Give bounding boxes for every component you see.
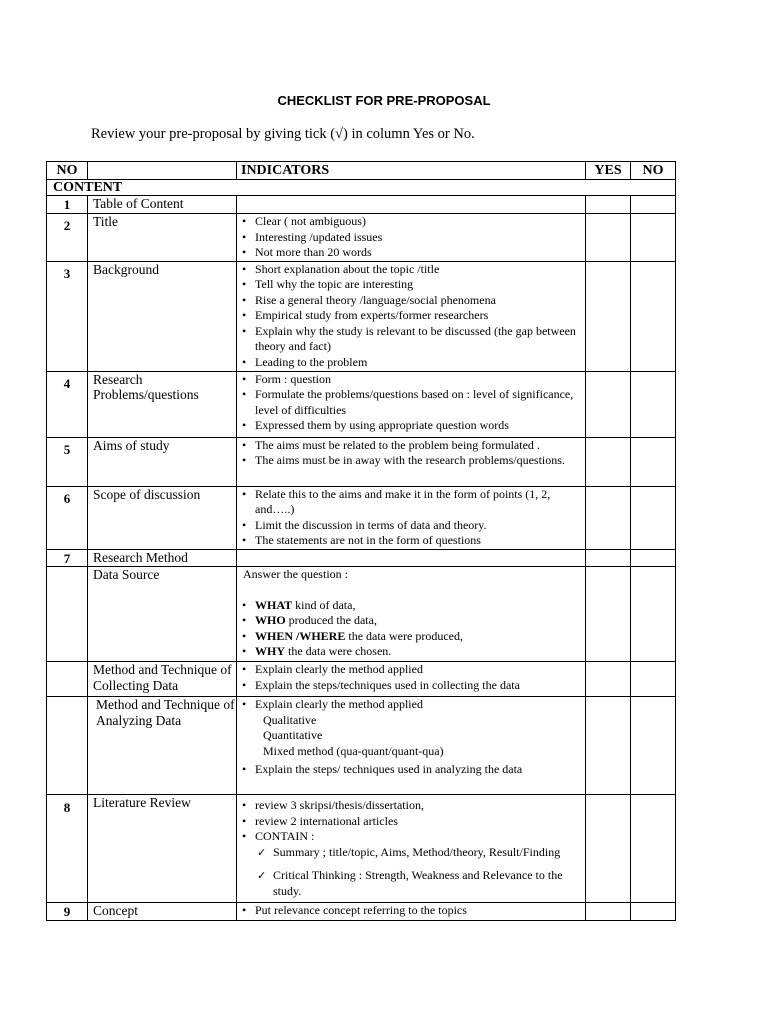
table-row (47, 567, 676, 662)
row-number: 6 (47, 486, 88, 549)
row-indicators (237, 437, 586, 486)
no-cell[interactable] (631, 371, 676, 437)
instruction-text: Review your pre-proposal by giving tick (√) in column Yes or No. (91, 126, 475, 142)
no-cell[interactable] (631, 795, 676, 903)
list-item: • review 3 skripsi/thesis/dissertation, (239, 798, 585, 814)
list-item: • Tell why the topic are interesting (239, 277, 585, 293)
list-item: • Empirical study from experts/former researchers (239, 308, 585, 324)
row-number: 7 (47, 549, 88, 567)
list-item: • Relate this to the aims and make it in the form of points (1, 2, and…..) (239, 487, 585, 518)
yes-cell[interactable] (586, 662, 631, 697)
no-cell[interactable] (631, 261, 676, 371)
row-indicators (237, 903, 586, 921)
row-number (47, 662, 88, 697)
table-row (47, 795, 676, 903)
header-yes: YES (586, 162, 631, 180)
table-row (47, 697, 676, 795)
row-indicators (237, 261, 586, 371)
list-item: • The aims must be in away with the research problems/questions. (239, 453, 585, 469)
sub-item: Quantitative (263, 728, 323, 742)
row-label: Table of Content (88, 196, 237, 214)
list-item: • Explain clearly the method applied (239, 662, 585, 678)
yes-cell[interactable] (586, 697, 631, 795)
yes-cell[interactable] (586, 214, 631, 262)
yes-cell[interactable] (586, 437, 631, 486)
row-number: 9 (47, 903, 88, 921)
header-blank (88, 162, 237, 180)
checklist-item: ✓ Critical Thinking : Strength, Weakness and Relevance to the study. (239, 868, 585, 899)
yes-cell[interactable] (586, 795, 631, 903)
row-label: Method and Technique of Analyzing Data (88, 697, 237, 795)
no-cell[interactable] (631, 549, 676, 567)
list-item: • Explain the steps/techniques used in collecting the data (239, 678, 585, 694)
table-row (47, 437, 676, 486)
list-item: • Explain clearly the method applied (239, 697, 585, 713)
row-number: 1 (47, 196, 88, 214)
row-label: Title (88, 214, 237, 262)
row-number: 2 (47, 214, 88, 262)
list-item: • Clear ( not ambiguous) (239, 214, 585, 230)
yes-cell[interactable] (586, 903, 631, 921)
list-item: • Expressed them by using appropriate question words (239, 418, 585, 434)
list-item: • WHEN /WHERE the data were produced, (239, 629, 585, 645)
row-number: 4 (47, 371, 88, 437)
no-cell[interactable] (631, 437, 676, 486)
list-item: • Rise a general theory /language/social phenomena (239, 293, 585, 309)
yes-cell[interactable] (586, 371, 631, 437)
list-item: • WHAT kind of data, (239, 598, 585, 614)
section-label: CONTENT (47, 179, 676, 196)
row-label: Research Method (88, 549, 237, 567)
list-item: • review 2 international articles (239, 814, 585, 830)
header-indicators: INDICATORS (237, 162, 586, 180)
no-cell[interactable] (631, 662, 676, 697)
no-cell[interactable] (631, 697, 676, 795)
table-row (47, 903, 676, 921)
row-number (47, 697, 88, 795)
list-item: • CONTAIN : (239, 829, 585, 845)
list-item: • Explain why the study is relevant to be discussed (the gap between theory and fact) (239, 324, 585, 355)
list-item: • Explain the steps/ techniques used in analyzing the data (239, 762, 585, 778)
list-item: • The aims must be related to the problem being formulated . (239, 438, 585, 454)
row-indicators (237, 697, 586, 795)
no-cell[interactable] (631, 214, 676, 262)
list-item: • Formulate the problems/questions based on : level of significance, level of difficulties (239, 387, 585, 418)
no-cell[interactable] (631, 486, 676, 549)
checklist-item: ✓ Summary ; title/topic, Aims, Method/theory, Result/Finding (239, 845, 585, 861)
checklist-table (46, 161, 676, 921)
table-row (47, 196, 676, 214)
table-row (47, 662, 676, 697)
section-row (47, 179, 676, 196)
no-cell[interactable] (631, 196, 676, 214)
row-label: Scope of discussion (88, 486, 237, 549)
no-cell[interactable] (631, 567, 676, 662)
list-item: • WHY the data were chosen. (239, 644, 585, 660)
row-indicators (237, 486, 586, 549)
intro-text: Answer the question : (243, 567, 348, 581)
yes-cell[interactable] (586, 549, 631, 567)
list-item: • Leading to the problem (239, 355, 585, 371)
header-row (47, 162, 676, 180)
yes-cell[interactable] (586, 567, 631, 662)
table-row (47, 261, 676, 371)
table-row (47, 486, 676, 549)
yes-cell[interactable] (586, 486, 631, 549)
table-row (47, 214, 676, 262)
list-item: • Put relevance concept referring to the topics (239, 903, 585, 919)
no-cell[interactable] (631, 903, 676, 921)
list-item: • The statements are not in the form of questions (239, 533, 585, 549)
yes-cell[interactable] (586, 196, 631, 214)
row-label: Method and Technique of Collecting Data (88, 662, 237, 697)
sub-item: Qualitative (263, 712, 317, 727)
row-indicators (237, 795, 586, 903)
row-indicators (237, 549, 586, 567)
list-item: • WHO produced the data, (239, 613, 585, 629)
list-item: • Form : question (239, 372, 585, 388)
row-label: Literature Review (88, 795, 237, 903)
row-label: Research Problems/questions (88, 371, 237, 437)
row-indicators (237, 662, 586, 697)
header-no: NO (47, 162, 88, 180)
row-label: Concept (88, 903, 237, 921)
list-item: • Limit the discussion in terms of data and theory. (239, 518, 585, 534)
row-number: 5 (47, 437, 88, 486)
header-col-no: NO (631, 162, 676, 180)
row-indicators (237, 567, 586, 662)
yes-cell[interactable] (586, 261, 631, 371)
row-label: Background (88, 261, 237, 371)
row-number: 8 (47, 795, 88, 903)
row-indicators (237, 196, 586, 214)
row-number (47, 567, 88, 662)
row-indicators (237, 214, 586, 262)
row-label: Aims of study (88, 437, 237, 486)
table-row (47, 549, 676, 567)
row-number: 3 (47, 261, 88, 371)
table-row (47, 371, 676, 437)
page-title: CHECKLIST FOR PRE-PROPOSAL (277, 93, 491, 108)
sub-item: Mixed method (qua-quant/quant-qua) (263, 743, 444, 758)
row-indicators (237, 371, 586, 437)
row-label: Data Source (88, 567, 237, 662)
list-item: • Interesting /updated issues (239, 230, 585, 246)
list-item: • Short explanation about the topic /title (239, 262, 585, 278)
list-item: • Not more than 20 words (239, 245, 585, 261)
